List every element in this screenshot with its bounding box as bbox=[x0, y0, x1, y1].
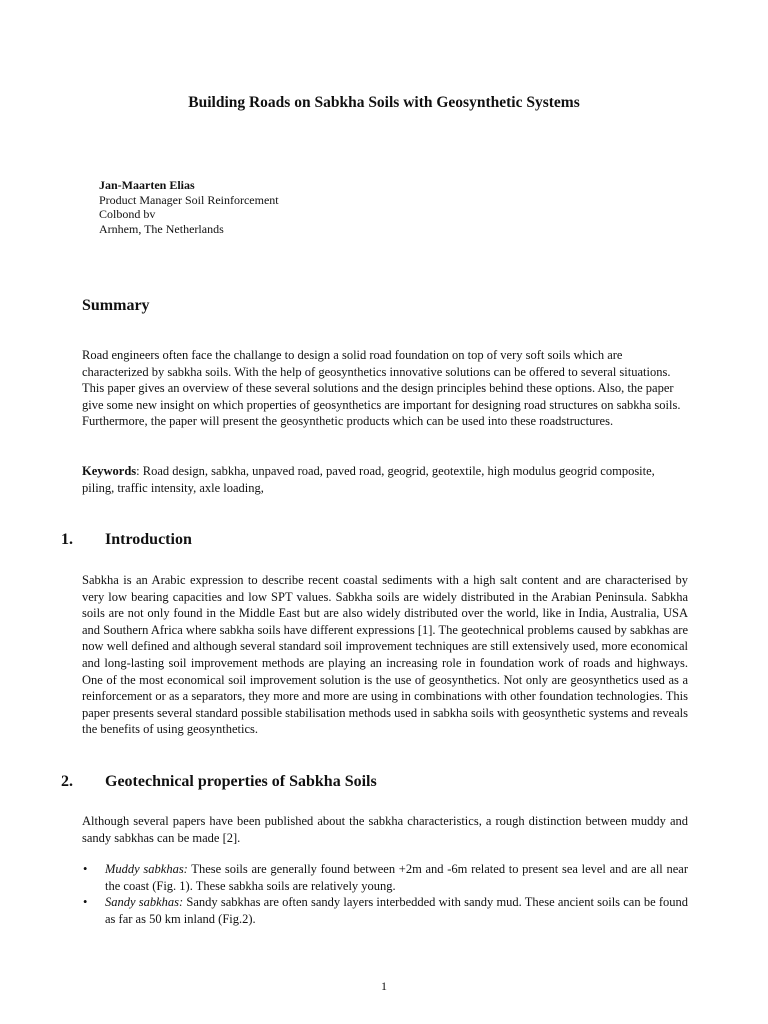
summary-heading: Summary bbox=[82, 297, 150, 314]
section-title: Geotechnical properties of Sabkha Soils bbox=[105, 773, 377, 790]
list-item-text: These soils are generally found between +2m and -6m related to present sea level and are all near the coast (Fig. 1). These sabkha soils are relatively young. bbox=[105, 862, 688, 893]
list-item-term: Muddy sabkhas: bbox=[105, 862, 188, 876]
section-number: 1. bbox=[61, 531, 73, 548]
section-heading-introduction bbox=[61, 530, 192, 550]
author-location: Arnhem, The Netherlands bbox=[99, 221, 224, 236]
introduction-paragraph: Sabkha is an Arabic expression to describe recent coastal sediments with a high salt content and are characterised by very low bearing capacities and low SPT values. Sabkha soils are widely distributed in the Arabian Peninsula. Sabkha soils are not only found in the Middle East but are also widely distributed over the world, like in India, Australia, USA and Southern Africa where sabkha soils have different expressions [1]. The geotechnical problems caused by sabkhas are now well defined and although several standard soil improvement techniques are still extensively used, more economical and long-lasting soil improvement methods are playing an increasing role in foundation work of roads and highways. One of the most economical soil improvement solution is the use of geosynthetics. Not only are geosynthetics used as a reinforcement or as a separators, they more and more are using in combinations with other foundation technologies. This paper presents several standard possible stabilisation methods used in sabkha soils with geosynthetic systems and reveals the benefits of using geosynthetics. bbox=[82, 573, 688, 737]
section-heading-geotechnical bbox=[61, 772, 377, 792]
section-title: Introduction bbox=[105, 531, 192, 548]
sabkha-types-list bbox=[82, 861, 688, 927]
list-item bbox=[82, 861, 688, 894]
list-item-term: Sandy sabkhas: bbox=[105, 895, 184, 910]
geotechnical-paragraph: Although several papers have been published about the sabkha characteristics, a rough distinction between muddy and sandy sabkhas can be made [2]. bbox=[82, 814, 688, 845]
keywords-label: Keywords bbox=[82, 464, 137, 478]
paper-title: Building Roads on Sabkha Soils with Geosynthetic Systems bbox=[188, 94, 580, 111]
summary-paragraph: Road engineers often face the challange to design a solid road foundation on top of very soft soils which are characterized by sabkha soils. With the help of geosynthetics innovative solutions can be offered to several situations. This paper gives an overview of these several solutions and the design principles behind these options. Also, the paper give some new insight on which properties of geosynthetics are important for designing road structures on sabkha soils. Furthermore, the paper will present the geosynthetic products which can be used into these roadstructures. bbox=[82, 348, 681, 429]
author-company: Colbond bv bbox=[99, 207, 156, 222]
page-number: 1 bbox=[381, 979, 387, 993]
author-role: Product Manager Soil Reinforcement bbox=[99, 192, 279, 207]
list-item-text: Sandy sabkhas are often sandy layers interbedded with sandy mud. These ancient soils can be found as far as 50 km inland (Fig.2). bbox=[105, 895, 688, 926]
section-number: 2. bbox=[61, 773, 73, 790]
bullet-icon: • bbox=[83, 895, 88, 910]
list-item bbox=[82, 894, 688, 927]
author-name: Jan-Maarten Elias bbox=[99, 178, 195, 192]
bullet-icon: • bbox=[83, 862, 88, 876]
keywords-paragraph bbox=[82, 463, 688, 496]
keywords-text: : Road design, sabkha, unpaved road, paved road, geogrid, geotextile, high modulus geogrid composite, piling, traffic intensity, axle loading, bbox=[82, 464, 655, 495]
author-block bbox=[99, 178, 279, 236]
